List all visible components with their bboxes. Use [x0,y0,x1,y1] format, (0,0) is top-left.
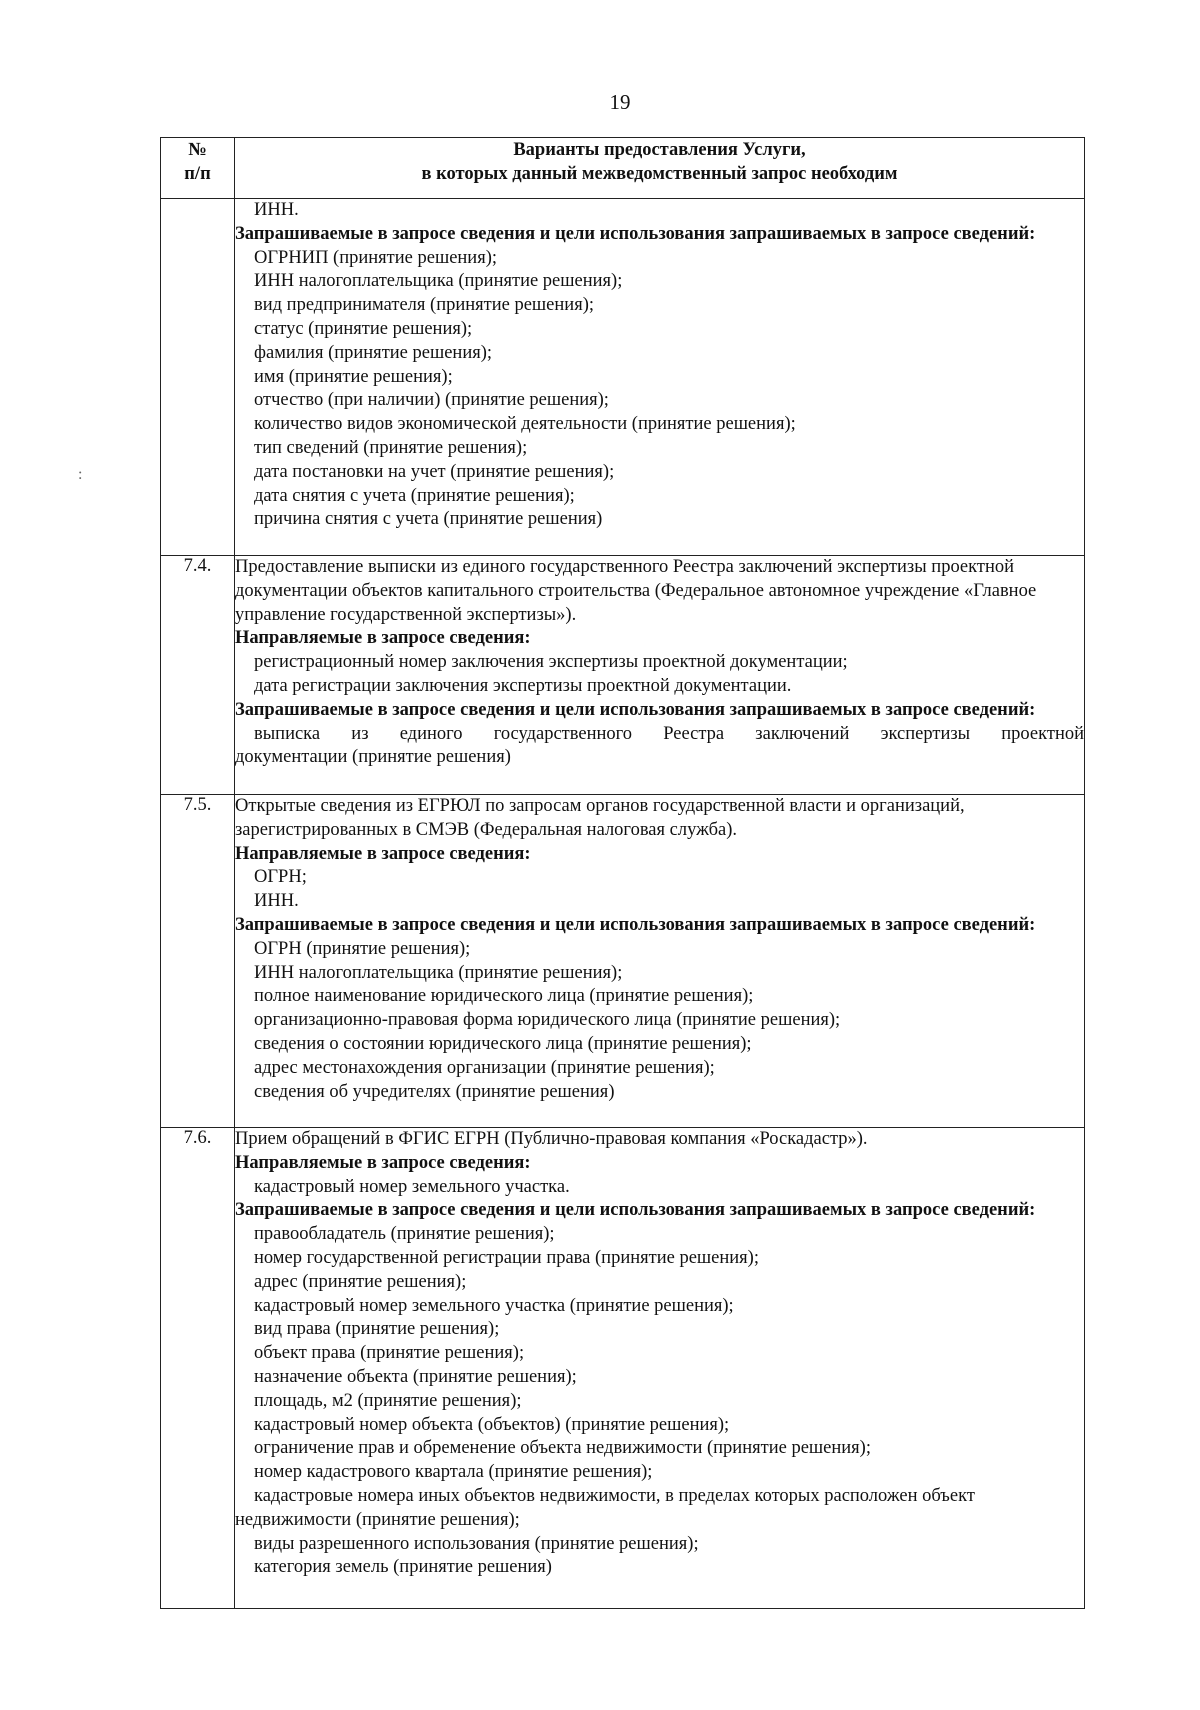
list-item: ОГРН; [254,867,307,888]
header-number-abbr: п/п [184,164,211,184]
list-item: категория земель (принятие решения) [254,1557,552,1578]
row-number-empty [161,199,235,556]
list-item: имя (принятие решения); [254,366,453,387]
list-item: номер государственной регистрации права (принятие решения); [254,1247,759,1268]
list-item: фамилия (принятие решения); [254,342,493,363]
list-item: сведения об учредителях (принятие решения) [254,1081,615,1102]
list-item: ОГРНИП (принятие решения); [254,247,498,268]
header-number-cell [161,138,235,199]
service-intro: Прием обращений в ФГИС ЕГРН (Публично-правовая компания «Роскадастр»). [235,1129,868,1149]
service-intro: Открытые сведения из ЕГРЮЛ по запросам органов государственной власти и организаций, зарегистрированных в СМЭВ (Федеральная налоговая служба). [235,796,965,840]
row-number: 7.4. [161,556,235,795]
requested-heading: Запрашиваемые в запросе сведения и цели использования запрашиваемых в запросе сведений: [235,699,1036,720]
list-item: ОГРН (принятие решения); [254,938,471,959]
table-row-continuation [161,199,1085,556]
list-item: количество видов экономической деятельности (принятие решения); [254,414,796,435]
header-variants-title: Варианты предоставления Услуги, [513,140,806,160]
list-item: дата снятия с учета (принятие решения); [254,485,575,506]
list-item: причина снятия с учета (принятие решения) [254,509,603,530]
continued-sent-item: ИНН. [254,200,299,220]
list-item: полное наименование юридического лица (принятие решения); [254,986,754,1007]
requested-heading: Запрашиваемые в запросе сведения и цели использования запрашиваемых в запросе сведений: [235,223,1036,244]
services-table [160,137,1085,1609]
list-item: дата регистрации заключения экспертизы проектной документации. [254,675,792,696]
list-item: площадь, м2 (принятие решения); [254,1390,522,1411]
list-item: регистрационный номер заключения экспертизы проектной документации; [254,652,848,673]
row-content-7-5 [235,795,1085,1128]
list-item: статус (принятие решения); [254,318,473,339]
header-variants-cell [235,138,1085,199]
list-item: ИНН. [254,891,299,912]
table-row-7-6 [161,1128,1085,1609]
list-item: тип сведений (принятие решения); [254,437,528,458]
header-variants-subtitle: в которых данный межведомственный запрос необходим [421,164,898,184]
list-item: кадастровый номер земельного участка (принятие решения); [254,1295,734,1316]
list-item: кадастровые номера иных объектов недвижимости, в пределах которых расположен объект недвижимости (принятие решения); [235,1485,975,1530]
list-item: ограничение прав и обременение объекта недвижимости (принятие решения); [254,1438,871,1459]
requested-heading: Запрашиваемые в запросе сведения и цели использования запрашиваемых в запросе сведений: [235,1200,1036,1221]
header-number-symbol: № [188,140,207,160]
row-number: 7.6. [161,1128,235,1609]
list-item: ИНН налогоплательщика (принятие решения); [254,962,623,983]
sent-heading: Направляемые в запросе сведения: [235,843,531,864]
list-item: кадастровый номер земельного участка. [254,1176,570,1197]
row-content-7-4 [235,556,1085,795]
list-item: виды разрешенного использования (принятие решения); [254,1533,699,1554]
scan-artifact-mark: : [78,466,83,483]
table-row-7-5 [161,795,1085,1128]
list-item: выписка из единого государственного Реестра заключений экспертизы проектной [254,723,1084,744]
list-item: объект права (принятие решения); [254,1343,525,1364]
row-content-continuation [235,199,1085,556]
list-item: адрес местонахождения организации (принятие решения); [254,1057,715,1078]
service-intro: Предоставление выписки из единого государственного Реестра заключений экспертизы проектной документации объектов капитального строительства (Федеральное автономное учреждение «Главное управление государственной экспертизы»). [235,557,1037,625]
list-item: вид права (принятие решения); [254,1319,500,1340]
list-item: ИНН налогоплательщика (принятие решения); [254,271,623,292]
list-item: вид предпринимателя (принятие решения); [254,295,595,316]
page-number: 19 [609,90,631,114]
row-content-7-6 [235,1128,1085,1609]
requested-heading: Запрашиваемые в запросе сведения и цели использования запрашиваемых в запросе сведений: [235,914,1036,935]
list-item: назначение объекта (принятие решения); [254,1366,577,1387]
list-item: кадастровый номер объекта (объектов) (принятие решения); [254,1414,730,1435]
table-row-7-4 [161,556,1085,795]
list-item-continuation: документации (принятие решения) [235,747,511,768]
list-item: отчество (при наличии) (принятие решения); [254,390,609,411]
list-item: правообладатель (принятие решения); [254,1224,555,1245]
list-item: дата постановки на учет (принятие решения); [254,461,615,482]
list-item: адрес (принятие решения); [254,1271,467,1292]
row-number: 7.5. [161,795,235,1128]
sent-heading: Направляемые в запросе сведения: [235,628,531,649]
list-item: организационно-правовая форма юридического лица (принятие решения); [254,1010,841,1031]
list-item: номер кадастрового квартала (принятие решения); [254,1462,653,1483]
table-header-row [161,138,1085,199]
list-item: сведения о состоянии юридического лица (принятие решения); [254,1033,752,1054]
sent-heading: Направляемые в запросе сведения: [235,1152,531,1173]
